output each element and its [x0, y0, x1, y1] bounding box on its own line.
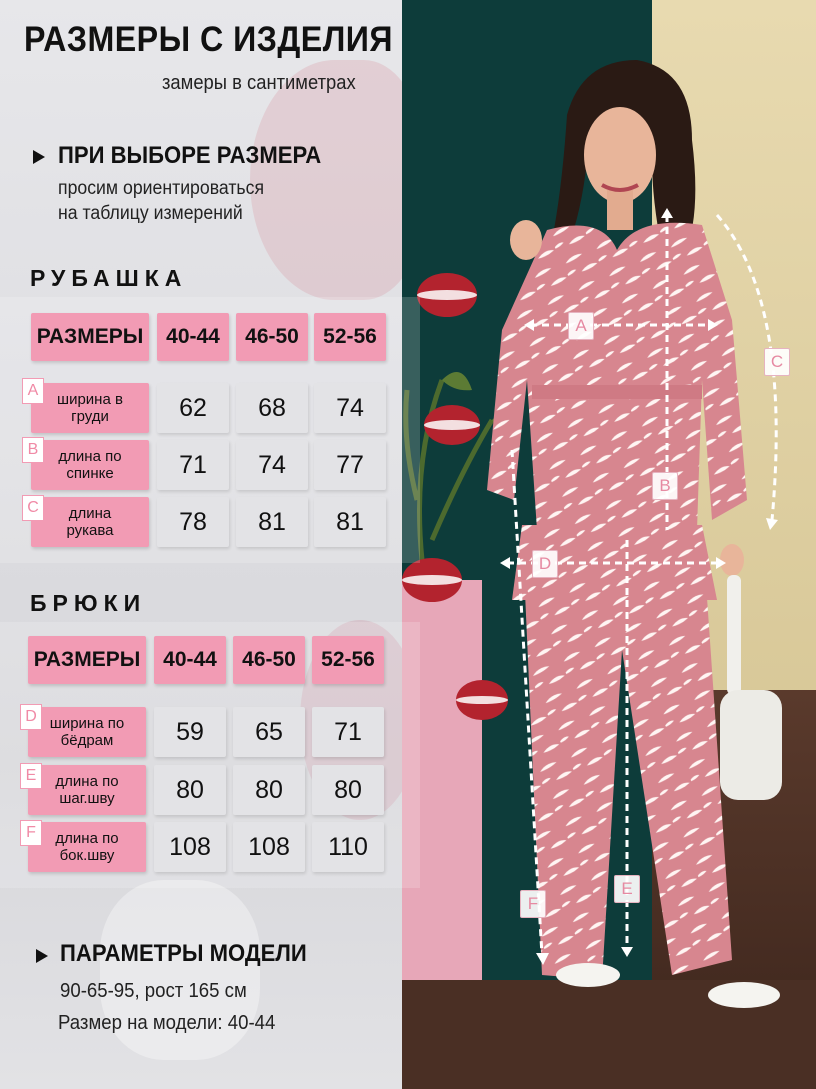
- shirt-section-title: РУБАШКА: [30, 265, 188, 291]
- page-title: РАЗМЕРЫ С ИЗДЕЛИЯ: [24, 20, 393, 59]
- pants-cell: 80: [233, 765, 305, 815]
- shirt-row-letter: A: [22, 378, 44, 404]
- size-note-heading: ПРИ ВЫБОРЕ РАЗМЕРА: [58, 142, 322, 169]
- pants-size-col-3: 52-56: [312, 636, 384, 684]
- pants-row-label-line: шаг.шву: [59, 790, 115, 807]
- pants-section-title: БРЮКИ: [30, 590, 147, 616]
- pants-row-letter: F: [20, 820, 42, 846]
- pants-row-label-line: ширина по: [49, 715, 125, 732]
- pants-row-letter: D: [20, 704, 42, 730]
- shirt-cell: 71: [157, 440, 229, 490]
- pants-size-col-2: 46-50: [233, 636, 305, 684]
- bullet-arrow-icon: [36, 949, 48, 963]
- shirt-cell: 74: [236, 440, 308, 490]
- shirt-row-letter: C: [22, 495, 44, 521]
- pants-size-header: РАЗМЕРЫ: [28, 636, 146, 684]
- pants-row-label: [28, 765, 146, 815]
- pants-row-label-line: длина по: [55, 830, 119, 847]
- shirt-row-label: [31, 497, 149, 547]
- pants-size-col-1: 40-44: [154, 636, 226, 684]
- shirt-row-label-line: длина: [68, 505, 112, 522]
- pants-cell: 80: [154, 765, 226, 815]
- measure-mark-a: A: [568, 312, 594, 340]
- model-photo: [402, 0, 816, 1089]
- shirt-cell: 81: [236, 497, 308, 547]
- shirt-row-label-line: спинке: [66, 465, 114, 482]
- pants-row-label: [28, 822, 146, 872]
- measure-mark-c: C: [764, 348, 790, 376]
- pants-row-letter: E: [20, 763, 42, 789]
- shirt-cell: 62: [157, 383, 229, 433]
- shirt-row-label-line: ширина в: [57, 391, 123, 408]
- shirt-row-label: [31, 440, 149, 490]
- model-params-text: 90-65-95, рост 165 см: [60, 980, 247, 1002]
- shirt-size-col-1: 40-44: [157, 313, 229, 361]
- shirt-cell: 68: [236, 383, 308, 433]
- shirt-row-letter: B: [22, 437, 44, 463]
- page-subtitle: замеры в сантиметрах: [162, 72, 356, 94]
- pants-cell: 108: [154, 822, 226, 872]
- model-params-heading: ПАРАМЕТРЫ МОДЕЛИ: [60, 940, 307, 967]
- model-photo-illustration: [402, 0, 816, 1089]
- pants-row-label-line: бёдрам: [60, 732, 114, 749]
- shirt-cell: 77: [314, 440, 386, 490]
- pants-cell: 80: [312, 765, 384, 815]
- shirt-row-label: [31, 383, 149, 433]
- pants-cell: 110: [312, 822, 384, 872]
- shirt-cell: 74: [314, 383, 386, 433]
- size-note-line1: просим ориентироваться: [58, 178, 265, 199]
- pants-row-label: [28, 707, 146, 757]
- pants-cell: 108: [233, 822, 305, 872]
- shirt-row-label-line: рукава: [66, 522, 114, 539]
- background-decor: [250, 60, 420, 300]
- shirt-size-col-3: 52-56: [314, 313, 386, 361]
- measure-mark-e: E: [614, 875, 640, 903]
- model-size-text: Размер на модели: 40-44: [58, 1012, 276, 1034]
- measure-mark-b: B: [652, 472, 678, 500]
- shirt-size-col-2: 46-50: [236, 313, 308, 361]
- shirt-row-label-line: длина по: [58, 448, 122, 465]
- size-note-line2: на таблицу измерений: [58, 203, 243, 224]
- measure-mark-f: F: [520, 890, 546, 918]
- measure-mark-d: D: [532, 550, 558, 578]
- pants-cell: 65: [233, 707, 305, 757]
- pants-row-label-line: длина по: [55, 773, 119, 790]
- shirt-size-header: РАЗМЕРЫ: [31, 313, 149, 361]
- pants-cell: 71: [312, 707, 384, 757]
- pants-cell: 59: [154, 707, 226, 757]
- shirt-row-label-line: груди: [71, 408, 109, 425]
- bullet-arrow-icon: [33, 150, 45, 164]
- pants-row-label-line: бок.шву: [59, 847, 115, 864]
- shirt-cell: 81: [314, 497, 386, 547]
- shirt-cell: 78: [157, 497, 229, 547]
